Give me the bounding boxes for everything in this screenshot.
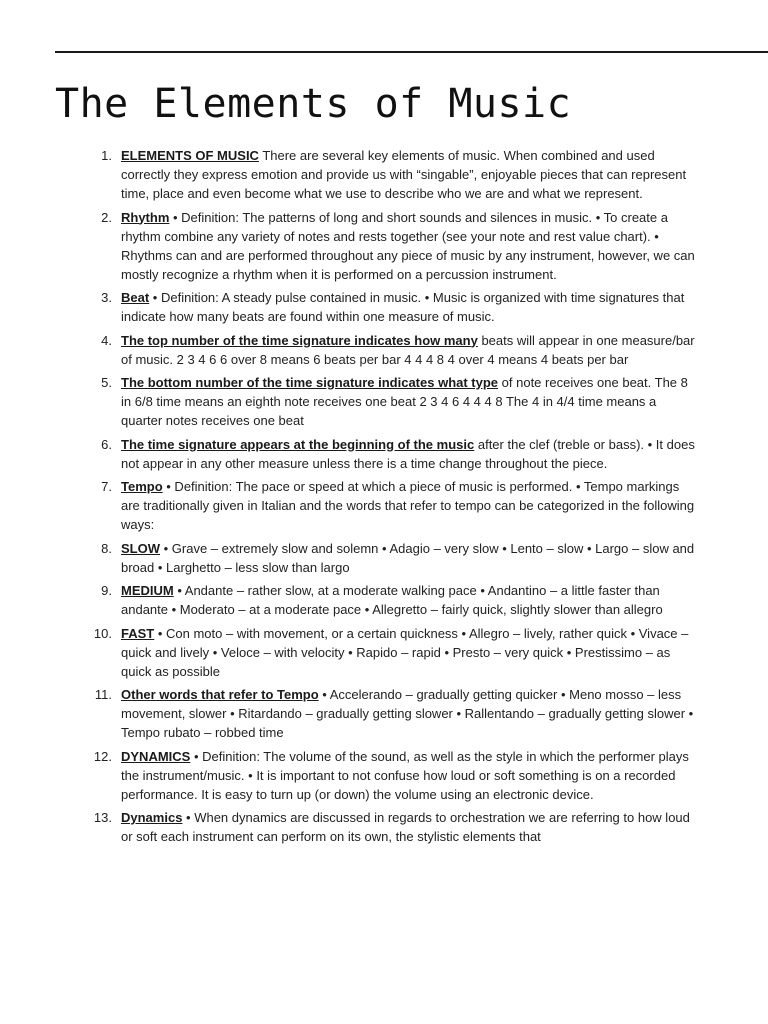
list-item: [93, 747, 696, 804]
item-heading: FAST: [121, 625, 155, 641]
list-item: [101, 331, 696, 369]
item-heading: Beat: [121, 290, 150, 305]
elements-list: [93, 146, 696, 851]
item-text: • Definition: The pace or speed at which a piece of music is performed. • Tempo markings are traditionally given in Italian and the words that refer to tempo can be categorized in the following ways:: [121, 479, 695, 532]
item-number: 4.: [101, 332, 112, 348]
item-number: 1.: [101, 148, 112, 163]
item-text: • Definition: The volume of the sound, as well as the style in which the performer plays the instrument/music. • It is important to not confuse how loud or soft something is on a recorded performance. It is easy to turn up (or down) the volume using an electronic device.: [121, 748, 689, 802]
item-text: • Definition: The patterns of long and short sounds and silences in music. • To create a rhythm combine any variety of notes and rests together (see your note and rest value chart). • Rhythms can and are performed throughout any piece of music by any instrument, however, we can mostly recognize a rhythm when it is performed on a percussion instrument.: [121, 209, 695, 282]
item-text: • When dynamics are discussed in regards to orchestration we are referring to how loud or soft each instrument can perform on its own, the stylistic elements that: [121, 810, 690, 844]
item-heading: Other words that refer to Tempo: [121, 687, 319, 702]
item-text: There are several key elements of music. When combined and used correctly they express emotion and provide us with “singable”, enjoyable pieces that can represent time, place and even become what we use to describe who we are and what we represent.: [121, 148, 687, 201]
item-number: 3.: [101, 290, 112, 305]
item-text: • Grave – extremely slow and solemn • Adagio – very slow • Lento – slow • Largo – slow and broad • Larghetto – less slow than largo: [121, 540, 695, 575]
item-number: 9.: [101, 583, 112, 598]
list-item: [101, 581, 696, 619]
list-item: [93, 624, 696, 681]
list-item: [101, 146, 696, 203]
item-number: 11.: [94, 687, 112, 702]
item-text: • Definition: A steady pulse contained in music. • Music is organized with time signatures that indicate how many beats are found within one measure of music.: [121, 290, 685, 324]
item-text: beats will appear in one measure/bar of music. 2 3 4 6 6 over 8 means 6 beats per bar 4 4 4 8 4 over 4 means 4 beats per bar: [121, 332, 695, 367]
item-heading: The bottom number of the time signature indicates what type: [121, 375, 499, 390]
list-item: [94, 685, 696, 742]
item-number: 8.: [101, 540, 112, 556]
item-heading: Rhythm: [121, 209, 170, 225]
item-heading: The top number of the time signature indicates how many: [121, 332, 478, 348]
item-heading: The time signature appears at the beginning of the music: [121, 436, 475, 452]
item-number: 6.: [101, 436, 112, 452]
list-item: [101, 435, 696, 473]
item-heading: ELEMENTS OF MUSIC: [121, 148, 259, 163]
item-number: 12.: [93, 748, 112, 764]
item-text: of note receives one beat. The 8 in 6/8 time means an eighth note receives one beat 2 3 4 6 4 4 4 8 The 4 in 4/4 time means a quarter notes receives one beat: [121, 375, 688, 428]
item-heading: MEDIUM: [121, 583, 174, 598]
top-rule: [55, 51, 768, 53]
list-item: [101, 288, 696, 326]
list-item: [101, 477, 696, 534]
list-item: [93, 808, 696, 846]
item-number: 2.: [101, 209, 112, 225]
item-text: • Andante – rather slow, at a moderate walking pace • Andantino – a little faster than andante • Moderato – at a moderate pace • Allegretto – fairly quick, slightly slower than allegro: [121, 583, 663, 617]
item-heading: DYNAMICS: [121, 748, 191, 764]
list-item: [101, 208, 696, 284]
item-number: 10.: [93, 625, 112, 641]
item-number: 5.: [101, 375, 112, 390]
list-item: [101, 539, 696, 577]
page-title: The Elements of Music: [55, 81, 572, 127]
item-number: 7.: [101, 479, 112, 494]
item-number: 13.: [93, 810, 112, 825]
item-text: after the clef (treble or bass). • It does not appear in any other measure unless there is a time change throughout the piece.: [121, 436, 695, 471]
item-heading: Tempo: [121, 479, 163, 494]
item-text: • Accelerando – gradually getting quicker • Meno mosso – less movement, slower • Ritardando – gradually getting slower • Rallentando – gradually getting slower • Tempo rubato – robbed time: [121, 687, 694, 740]
list-item: [101, 373, 696, 430]
item-heading: SLOW: [121, 540, 160, 556]
item-heading: Dynamics: [121, 810, 183, 825]
item-text: • Con moto – with movement, or a certain quickness • Allegro – lively, rather quick • Vivace – quick and lively • Veloce – with velocity • Rapido – rapid • Presto – very quick • Prestissimo – as quick as possible: [121, 625, 689, 679]
